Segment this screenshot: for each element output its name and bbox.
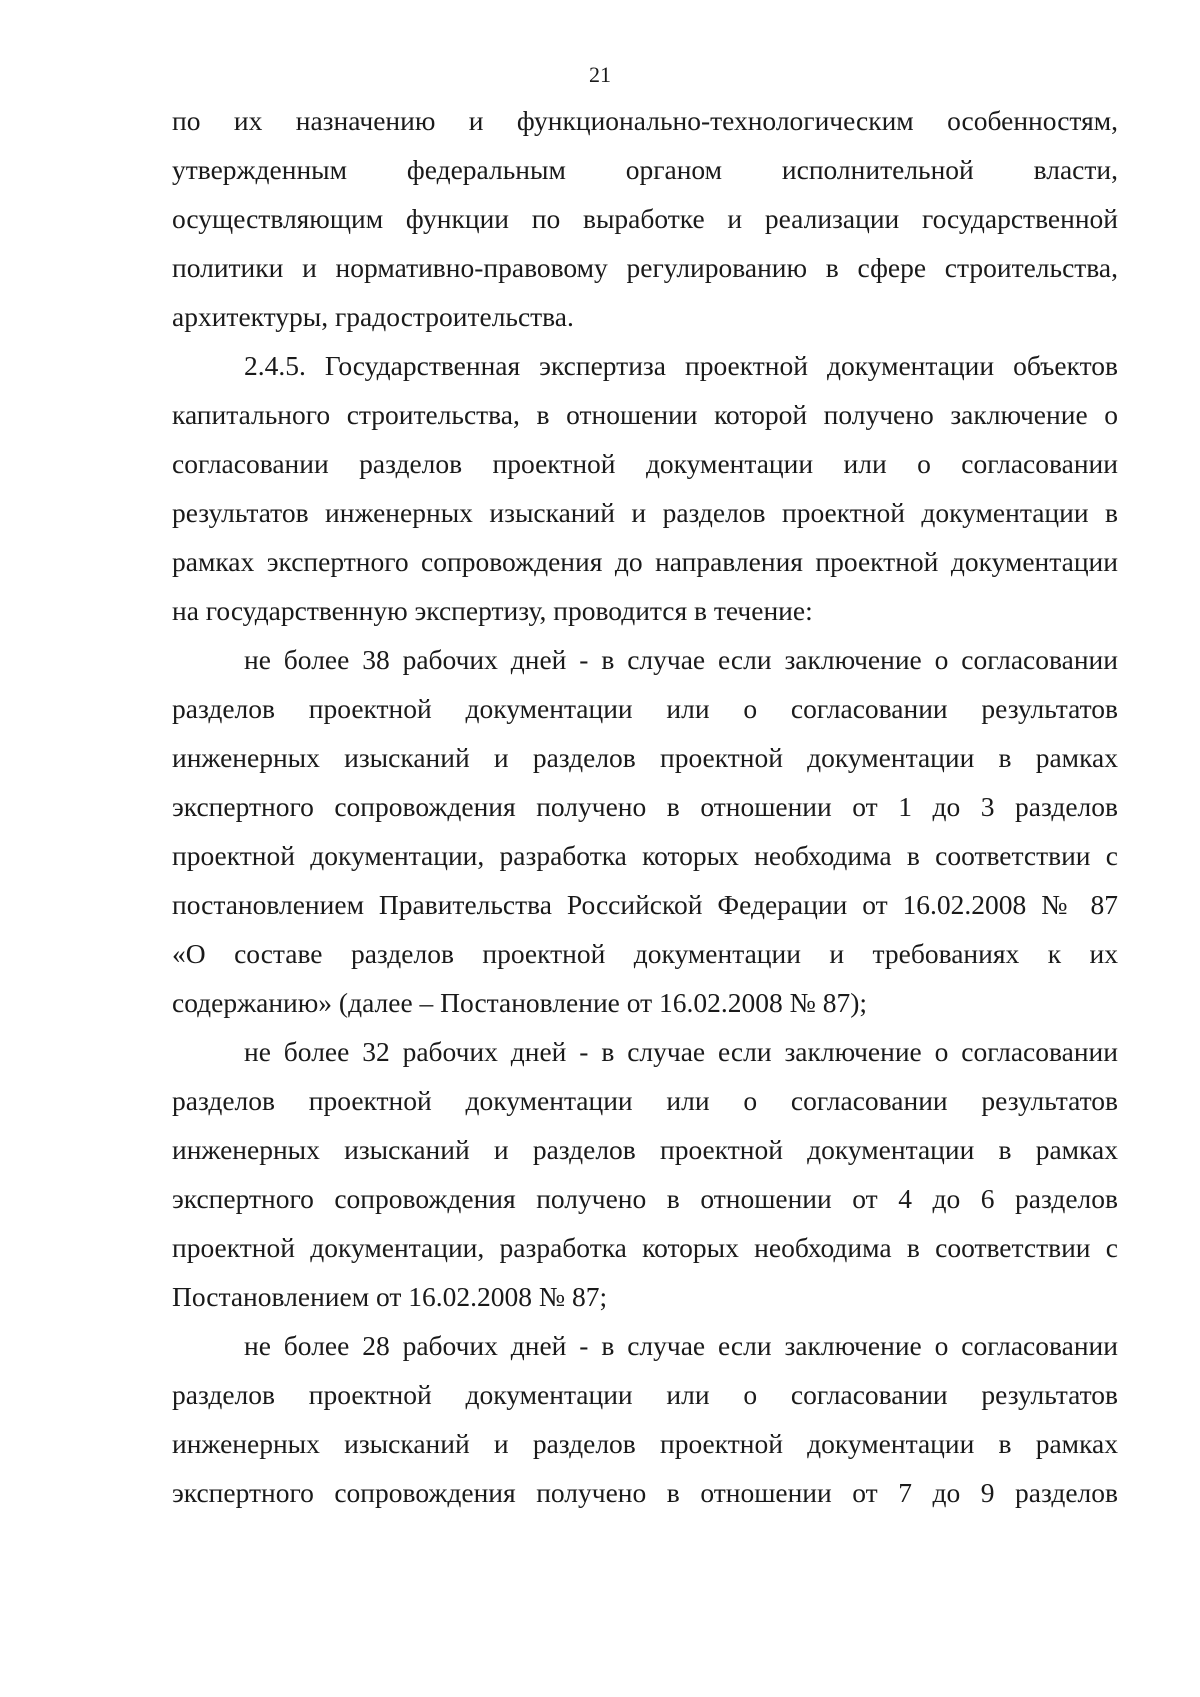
paragraph-line: проектной документации, разработка которых необходима в соответствии с <box>172 840 1118 871</box>
page-number: 21 <box>589 62 611 87</box>
paragraph-line: политики и нормативно-правовому регулированию в сфере строительства, <box>172 252 1118 283</box>
paragraph-line: по их назначению и функционально-технологическим особенностям, <box>172 105 1118 136</box>
paragraph-clause-2-4-5 <box>172 341 1118 635</box>
paragraph-term-38-days <box>172 635 1118 1027</box>
paragraph-line: постановлением Правительства Российской Федерации от 16.02.2008 № 87 <box>172 889 1118 920</box>
paragraph-line: согласовании разделов проектной документации или о согласовании <box>172 448 1118 479</box>
paragraph-line: содержанию» (далее – Постановление от 16.02.2008 № 87); <box>172 987 868 1018</box>
paragraph-line: экспертного сопровождения получено в отношении от 1 до 3 разделов <box>172 791 1118 822</box>
paragraph-line: экспертного сопровождения получено в отношении от 7 до 9 разделов <box>172 1477 1118 1508</box>
paragraph-line: утвержденным федеральным органом исполнительной власти, <box>172 154 1118 185</box>
document-body <box>172 96 1118 1517</box>
paragraph-line: рамках экспертного сопровождения до направления проектной документации <box>172 546 1118 577</box>
paragraph-continuation <box>172 96 1118 341</box>
paragraph-term-32-days <box>172 1027 1118 1321</box>
paragraph-line: на государственную экспертизу, проводится в течение: <box>172 595 813 626</box>
paragraph-line: результатов инженерных изысканий и разделов проектной документации в <box>172 497 1118 528</box>
paragraph-line: разделов проектной документации или о согласовании результатов <box>172 1085 1118 1116</box>
paragraph-term-28-days <box>172 1321 1118 1517</box>
paragraph-line: экспертного сопровождения получено в отношении от 4 до 6 разделов <box>172 1183 1118 1214</box>
paragraph-line: инженерных изысканий и разделов проектной документации в рамках <box>172 742 1118 773</box>
paragraph-line: архитектуры, градостроительства. <box>172 301 574 332</box>
paragraph-line: осуществляющим функции по выработке и реализации государственной <box>172 203 1118 234</box>
paragraph-line: инженерных изысканий и разделов проектной документации в рамках <box>172 1428 1118 1459</box>
paragraph-line: не более 28 рабочих дней - в случае если заключение о согласовании <box>244 1330 1118 1361</box>
paragraph-line: разделов проектной документации или о согласовании результатов <box>172 693 1118 724</box>
paragraph-line: 2.4.5. Государственная экспертиза проектной документации объектов <box>244 350 1118 381</box>
paragraph-line: разделов проектной документации или о согласовании результатов <box>172 1379 1118 1410</box>
paragraph-line: не более 32 рабочих дней - в случае если заключение о согласовании <box>244 1036 1118 1067</box>
paragraph-line: Постановлением от 16.02.2008 № 87; <box>172 1281 608 1312</box>
paragraph-line: не более 38 рабочих дней - в случае если заключение о согласовании <box>244 644 1118 675</box>
paragraph-line: инженерных изысканий и разделов проектной документации в рамках <box>172 1134 1118 1165</box>
paragraph-line: капитального строительства, в отношении которой получено заключение о <box>172 399 1118 430</box>
paragraph-line: «О составе разделов проектной документации и требованиях к их <box>172 938 1118 969</box>
paragraph-line: проектной документации, разработка которых необходима в соответствии с <box>172 1232 1118 1263</box>
